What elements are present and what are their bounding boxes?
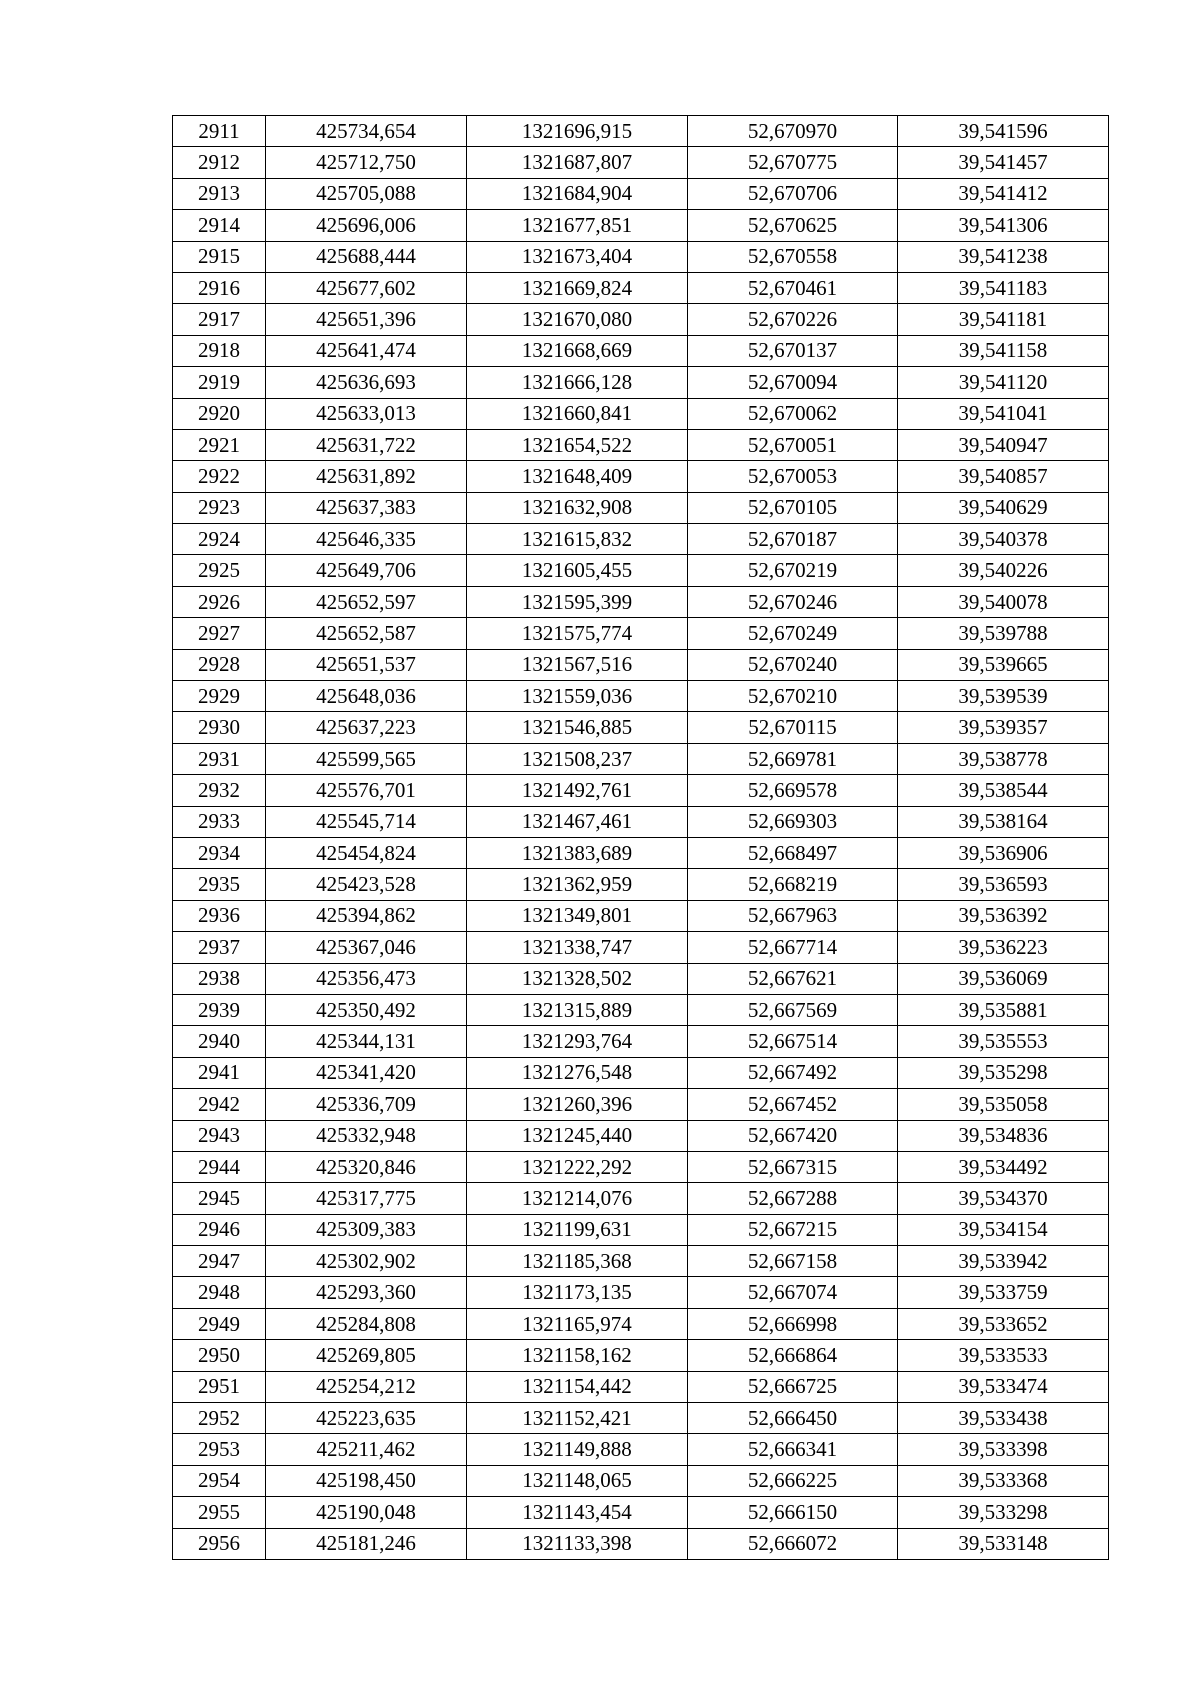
table-row [173, 1089, 1109, 1120]
x-coordinate-cell: 425734,654 [266, 116, 467, 147]
x-coordinate-cell: 425636,693 [266, 367, 467, 398]
latitude-cell: 52,667492 [688, 1057, 898, 1088]
y-coordinate-cell: 1321632,908 [467, 492, 688, 523]
y-coordinate-cell: 1321328,502 [467, 963, 688, 994]
table-row [173, 429, 1109, 460]
y-coordinate-cell: 1321687,807 [467, 147, 688, 178]
latitude-cell: 52,670461 [688, 272, 898, 303]
y-coordinate-cell: 1321152,421 [467, 1403, 688, 1434]
table-row [173, 1528, 1109, 1559]
latitude-cell: 52,669303 [688, 806, 898, 837]
x-coordinate-cell: 425696,006 [266, 210, 467, 241]
table-row [173, 1057, 1109, 1088]
x-coordinate-cell: 425293,360 [266, 1277, 467, 1308]
table-row [173, 178, 1109, 209]
table-row [173, 116, 1109, 147]
point-number-cell: 2938 [173, 963, 266, 994]
y-coordinate-cell: 1321149,888 [467, 1434, 688, 1465]
latitude-cell: 52,670105 [688, 492, 898, 523]
latitude-cell: 52,670062 [688, 398, 898, 429]
x-coordinate-cell: 425648,036 [266, 681, 467, 712]
point-number-cell: 2936 [173, 900, 266, 931]
longitude-cell: 39,539539 [898, 681, 1109, 712]
latitude-cell: 52,670246 [688, 586, 898, 617]
latitude-cell: 52,666225 [688, 1465, 898, 1496]
latitude-cell: 52,670970 [688, 116, 898, 147]
point-number-cell: 2934 [173, 837, 266, 868]
y-coordinate-cell: 1321158,162 [467, 1340, 688, 1371]
point-number-cell: 2935 [173, 869, 266, 900]
latitude-cell: 52,667315 [688, 1151, 898, 1182]
point-number-cell: 2946 [173, 1214, 266, 1245]
longitude-cell: 39,533942 [898, 1246, 1109, 1277]
point-number-cell: 2918 [173, 335, 266, 366]
y-coordinate-cell: 1321575,774 [467, 618, 688, 649]
y-coordinate-cell: 1321165,974 [467, 1308, 688, 1339]
point-number-cell: 2956 [173, 1528, 266, 1559]
point-number-cell: 2937 [173, 932, 266, 963]
table-row [173, 775, 1109, 806]
y-coordinate-cell: 1321648,409 [467, 461, 688, 492]
point-number-cell: 2915 [173, 241, 266, 272]
point-number-cell: 2921 [173, 429, 266, 460]
point-number-cell: 2948 [173, 1277, 266, 1308]
latitude-cell: 52,666998 [688, 1308, 898, 1339]
longitude-cell: 39,541238 [898, 241, 1109, 272]
latitude-cell: 52,670094 [688, 367, 898, 398]
latitude-cell: 52,670187 [688, 524, 898, 555]
longitude-cell: 39,535058 [898, 1089, 1109, 1120]
table-row [173, 869, 1109, 900]
x-coordinate-cell: 425302,902 [266, 1246, 467, 1277]
x-coordinate-cell: 425652,587 [266, 618, 467, 649]
longitude-cell: 39,539665 [898, 649, 1109, 680]
table-row [173, 1026, 1109, 1057]
longitude-cell: 39,539357 [898, 712, 1109, 743]
y-coordinate-cell: 1321383,689 [467, 837, 688, 868]
point-number-cell: 2914 [173, 210, 266, 241]
longitude-cell: 39,533398 [898, 1434, 1109, 1465]
latitude-cell: 52,670249 [688, 618, 898, 649]
longitude-cell: 39,536392 [898, 900, 1109, 931]
latitude-cell: 52,667158 [688, 1246, 898, 1277]
table-row [173, 932, 1109, 963]
longitude-cell: 39,534836 [898, 1120, 1109, 1151]
point-number-cell: 2927 [173, 618, 266, 649]
table-row [173, 147, 1109, 178]
longitude-cell: 39,534492 [898, 1151, 1109, 1182]
x-coordinate-cell: 425641,474 [266, 335, 467, 366]
longitude-cell: 39,533148 [898, 1528, 1109, 1559]
table-row [173, 492, 1109, 523]
latitude-cell: 52,668219 [688, 869, 898, 900]
x-coordinate-cell: 425190,048 [266, 1497, 467, 1528]
latitude-cell: 52,669578 [688, 775, 898, 806]
x-coordinate-cell: 425344,131 [266, 1026, 467, 1057]
table-row [173, 1277, 1109, 1308]
longitude-cell: 39,533759 [898, 1277, 1109, 1308]
latitude-cell: 52,670051 [688, 429, 898, 460]
latitude-cell: 52,670219 [688, 555, 898, 586]
longitude-cell: 39,533474 [898, 1371, 1109, 1402]
x-coordinate-cell: 425631,892 [266, 461, 467, 492]
point-number-cell: 2943 [173, 1120, 266, 1151]
y-coordinate-cell: 1321654,522 [467, 429, 688, 460]
y-coordinate-cell: 1321546,885 [467, 712, 688, 743]
x-coordinate-cell: 425309,383 [266, 1214, 467, 1245]
longitude-cell: 39,541041 [898, 398, 1109, 429]
latitude-cell: 52,667514 [688, 1026, 898, 1057]
latitude-cell: 52,670240 [688, 649, 898, 680]
longitude-cell: 39,540226 [898, 555, 1109, 586]
point-number-cell: 2932 [173, 775, 266, 806]
latitude-cell: 52,667963 [688, 900, 898, 931]
longitude-cell: 39,541158 [898, 335, 1109, 366]
longitude-cell: 39,533652 [898, 1308, 1109, 1339]
y-coordinate-cell: 1321696,915 [467, 116, 688, 147]
table-row [173, 398, 1109, 429]
y-coordinate-cell: 1321214,076 [467, 1183, 688, 1214]
point-number-cell: 2922 [173, 461, 266, 492]
longitude-cell: 39,540078 [898, 586, 1109, 617]
y-coordinate-cell: 1321245,440 [467, 1120, 688, 1151]
longitude-cell: 39,538164 [898, 806, 1109, 837]
longitude-cell: 39,535881 [898, 994, 1109, 1025]
point-number-cell: 2920 [173, 398, 266, 429]
longitude-cell: 39,535298 [898, 1057, 1109, 1088]
point-number-cell: 2954 [173, 1465, 266, 1496]
x-coordinate-cell: 425705,088 [266, 178, 467, 209]
table-row [173, 1497, 1109, 1528]
table-row [173, 1434, 1109, 1465]
x-coordinate-cell: 425367,046 [266, 932, 467, 963]
x-coordinate-cell: 425646,335 [266, 524, 467, 555]
latitude-cell: 52,667420 [688, 1120, 898, 1151]
table-row [173, 1340, 1109, 1371]
longitude-cell: 39,534370 [898, 1183, 1109, 1214]
latitude-cell: 52,670775 [688, 147, 898, 178]
y-coordinate-cell: 1321293,764 [467, 1026, 688, 1057]
coordinates-table-body [173, 116, 1109, 1560]
longitude-cell: 39,541306 [898, 210, 1109, 241]
latitude-cell: 52,666450 [688, 1403, 898, 1434]
point-number-cell: 2949 [173, 1308, 266, 1339]
latitude-cell: 52,670137 [688, 335, 898, 366]
y-coordinate-cell: 1321315,889 [467, 994, 688, 1025]
y-coordinate-cell: 1321276,548 [467, 1057, 688, 1088]
longitude-cell: 39,536069 [898, 963, 1109, 994]
y-coordinate-cell: 1321260,396 [467, 1089, 688, 1120]
table-row [173, 837, 1109, 868]
longitude-cell: 39,541120 [898, 367, 1109, 398]
table-row [173, 1403, 1109, 1434]
x-coordinate-cell: 425394,862 [266, 900, 467, 931]
y-coordinate-cell: 1321143,454 [467, 1497, 688, 1528]
y-coordinate-cell: 1321670,080 [467, 304, 688, 335]
table-row [173, 524, 1109, 555]
longitude-cell: 39,533298 [898, 1497, 1109, 1528]
x-coordinate-cell: 425545,714 [266, 806, 467, 837]
longitude-cell: 39,540857 [898, 461, 1109, 492]
x-coordinate-cell: 425599,565 [266, 743, 467, 774]
y-coordinate-cell: 1321349,801 [467, 900, 688, 931]
x-coordinate-cell: 425356,473 [266, 963, 467, 994]
table-row [173, 806, 1109, 837]
x-coordinate-cell: 425320,846 [266, 1151, 467, 1182]
longitude-cell: 39,539788 [898, 618, 1109, 649]
x-coordinate-cell: 425651,537 [266, 649, 467, 680]
point-number-cell: 2941 [173, 1057, 266, 1088]
table-row [173, 712, 1109, 743]
longitude-cell: 39,541596 [898, 116, 1109, 147]
table-row [173, 1308, 1109, 1339]
table-row [173, 1120, 1109, 1151]
table-row [173, 272, 1109, 303]
y-coordinate-cell: 1321467,461 [467, 806, 688, 837]
table-row [173, 681, 1109, 712]
x-coordinate-cell: 425649,706 [266, 555, 467, 586]
point-number-cell: 2933 [173, 806, 266, 837]
x-coordinate-cell: 425651,396 [266, 304, 467, 335]
coordinates-table [172, 115, 1109, 1560]
table-row [173, 586, 1109, 617]
table-row [173, 1246, 1109, 1277]
latitude-cell: 52,668497 [688, 837, 898, 868]
latitude-cell: 52,667621 [688, 963, 898, 994]
table-row [173, 304, 1109, 335]
longitude-cell: 39,540378 [898, 524, 1109, 555]
longitude-cell: 39,534154 [898, 1214, 1109, 1245]
x-coordinate-cell: 425181,246 [266, 1528, 467, 1559]
y-coordinate-cell: 1321660,841 [467, 398, 688, 429]
x-coordinate-cell: 425633,013 [266, 398, 467, 429]
y-coordinate-cell: 1321666,128 [467, 367, 688, 398]
latitude-cell: 52,670210 [688, 681, 898, 712]
x-coordinate-cell: 425317,775 [266, 1183, 467, 1214]
latitude-cell: 52,667215 [688, 1214, 898, 1245]
point-number-cell: 2930 [173, 712, 266, 743]
point-number-cell: 2912 [173, 147, 266, 178]
y-coordinate-cell: 1321173,135 [467, 1277, 688, 1308]
y-coordinate-cell: 1321492,761 [467, 775, 688, 806]
y-coordinate-cell: 1321222,292 [467, 1151, 688, 1182]
latitude-cell: 52,667714 [688, 932, 898, 963]
y-coordinate-cell: 1321669,824 [467, 272, 688, 303]
point-number-cell: 2955 [173, 1497, 266, 1528]
y-coordinate-cell: 1321199,631 [467, 1214, 688, 1245]
point-number-cell: 2919 [173, 367, 266, 398]
point-number-cell: 2917 [173, 304, 266, 335]
x-coordinate-cell: 425198,450 [266, 1465, 467, 1496]
latitude-cell: 52,666072 [688, 1528, 898, 1559]
longitude-cell: 39,541181 [898, 304, 1109, 335]
x-coordinate-cell: 425350,492 [266, 994, 467, 1025]
x-coordinate-cell: 425631,722 [266, 429, 467, 460]
table-row [173, 335, 1109, 366]
longitude-cell: 39,538778 [898, 743, 1109, 774]
point-number-cell: 2944 [173, 1151, 266, 1182]
x-coordinate-cell: 425454,824 [266, 837, 467, 868]
latitude-cell: 52,667288 [688, 1183, 898, 1214]
point-number-cell: 2926 [173, 586, 266, 617]
table-row [173, 994, 1109, 1025]
latitude-cell: 52,667452 [688, 1089, 898, 1120]
y-coordinate-cell: 1321567,516 [467, 649, 688, 680]
latitude-cell: 52,670706 [688, 178, 898, 209]
table-row [173, 241, 1109, 272]
point-number-cell: 2953 [173, 1434, 266, 1465]
longitude-cell: 39,540629 [898, 492, 1109, 523]
longitude-cell: 39,540947 [898, 429, 1109, 460]
point-number-cell: 2947 [173, 1246, 266, 1277]
y-coordinate-cell: 1321559,036 [467, 681, 688, 712]
point-number-cell: 2923 [173, 492, 266, 523]
table-row [173, 649, 1109, 680]
longitude-cell: 39,541412 [898, 178, 1109, 209]
y-coordinate-cell: 1321148,065 [467, 1465, 688, 1496]
x-coordinate-cell: 425576,701 [266, 775, 467, 806]
point-number-cell: 2929 [173, 681, 266, 712]
y-coordinate-cell: 1321133,398 [467, 1528, 688, 1559]
y-coordinate-cell: 1321677,851 [467, 210, 688, 241]
point-number-cell: 2925 [173, 555, 266, 586]
point-number-cell: 2924 [173, 524, 266, 555]
table-row [173, 618, 1109, 649]
latitude-cell: 52,667074 [688, 1277, 898, 1308]
longitude-cell: 39,533368 [898, 1465, 1109, 1496]
latitude-cell: 52,666725 [688, 1371, 898, 1402]
x-coordinate-cell: 425637,223 [266, 712, 467, 743]
longitude-cell: 39,533533 [898, 1340, 1109, 1371]
latitude-cell: 52,670115 [688, 712, 898, 743]
longitude-cell: 39,541183 [898, 272, 1109, 303]
point-number-cell: 2945 [173, 1183, 266, 1214]
latitude-cell: 52,666341 [688, 1434, 898, 1465]
point-number-cell: 2940 [173, 1026, 266, 1057]
point-number-cell: 2916 [173, 272, 266, 303]
longitude-cell: 39,538544 [898, 775, 1109, 806]
longitude-cell: 39,535553 [898, 1026, 1109, 1057]
table-row [173, 1465, 1109, 1496]
latitude-cell: 52,667569 [688, 994, 898, 1025]
table-row [173, 1183, 1109, 1214]
table-row [173, 461, 1109, 492]
table-row [173, 1214, 1109, 1245]
latitude-cell: 52,670053 [688, 461, 898, 492]
y-coordinate-cell: 1321615,832 [467, 524, 688, 555]
longitude-cell: 39,536906 [898, 837, 1109, 868]
y-coordinate-cell: 1321605,455 [467, 555, 688, 586]
point-number-cell: 2913 [173, 178, 266, 209]
x-coordinate-cell: 425332,948 [266, 1120, 467, 1151]
point-number-cell: 2939 [173, 994, 266, 1025]
latitude-cell: 52,666864 [688, 1340, 898, 1371]
latitude-cell: 52,670226 [688, 304, 898, 335]
y-coordinate-cell: 1321673,404 [467, 241, 688, 272]
table-row [173, 1371, 1109, 1402]
y-coordinate-cell: 1321185,368 [467, 1246, 688, 1277]
latitude-cell: 52,666150 [688, 1497, 898, 1528]
point-number-cell: 2928 [173, 649, 266, 680]
latitude-cell: 52,670625 [688, 210, 898, 241]
x-coordinate-cell: 425637,383 [266, 492, 467, 523]
x-coordinate-cell: 425712,750 [266, 147, 467, 178]
x-coordinate-cell: 425688,444 [266, 241, 467, 272]
latitude-cell: 52,669781 [688, 743, 898, 774]
longitude-cell: 39,541457 [898, 147, 1109, 178]
y-coordinate-cell: 1321154,442 [467, 1371, 688, 1402]
y-coordinate-cell: 1321668,669 [467, 335, 688, 366]
longitude-cell: 39,536593 [898, 869, 1109, 900]
x-coordinate-cell: 425223,635 [266, 1403, 467, 1434]
table-row [173, 555, 1109, 586]
x-coordinate-cell: 425652,597 [266, 586, 467, 617]
table-row [173, 1151, 1109, 1182]
longitude-cell: 39,536223 [898, 932, 1109, 963]
point-number-cell: 2911 [173, 116, 266, 147]
point-number-cell: 2952 [173, 1403, 266, 1434]
x-coordinate-cell: 425254,212 [266, 1371, 467, 1402]
x-coordinate-cell: 425423,528 [266, 869, 467, 900]
point-number-cell: 2931 [173, 743, 266, 774]
x-coordinate-cell: 425341,420 [266, 1057, 467, 1088]
y-coordinate-cell: 1321684,904 [467, 178, 688, 209]
y-coordinate-cell: 1321595,399 [467, 586, 688, 617]
point-number-cell: 2951 [173, 1371, 266, 1402]
point-number-cell: 2950 [173, 1340, 266, 1371]
table-row [173, 900, 1109, 931]
point-number-cell: 2942 [173, 1089, 266, 1120]
latitude-cell: 52,670558 [688, 241, 898, 272]
y-coordinate-cell: 1321362,959 [467, 869, 688, 900]
x-coordinate-cell: 425677,602 [266, 272, 467, 303]
y-coordinate-cell: 1321338,747 [467, 932, 688, 963]
table-row [173, 367, 1109, 398]
table-row [173, 963, 1109, 994]
x-coordinate-cell: 425336,709 [266, 1089, 467, 1120]
longitude-cell: 39,533438 [898, 1403, 1109, 1434]
table-row [173, 743, 1109, 774]
y-coordinate-cell: 1321508,237 [467, 743, 688, 774]
x-coordinate-cell: 425284,808 [266, 1308, 467, 1339]
table-row [173, 210, 1109, 241]
x-coordinate-cell: 425269,805 [266, 1340, 467, 1371]
x-coordinate-cell: 425211,462 [266, 1434, 467, 1465]
